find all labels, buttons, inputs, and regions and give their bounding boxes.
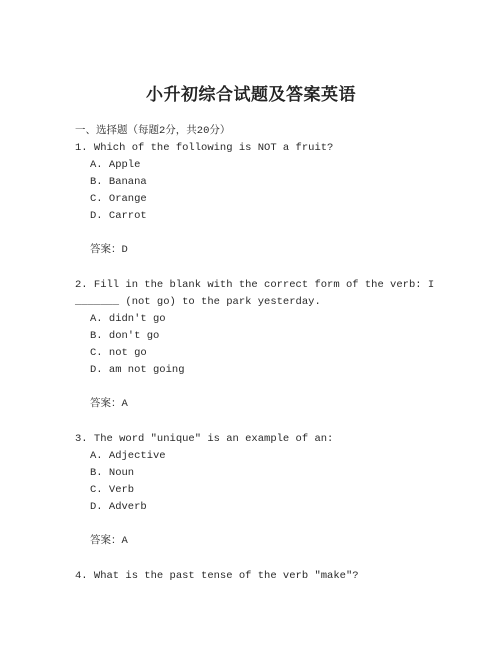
question-3-option-b: B. Noun [90, 467, 135, 479]
question-3-answer: 答案：A [90, 535, 128, 547]
question-1-option-d: D. Carrot [90, 210, 147, 222]
question-2-stem-line-2: _______ (not go) to the park yesterday. [75, 296, 321, 308]
question-1-option-c: C. Orange [90, 193, 147, 205]
question-1-option-a: A. Apple [90, 159, 141, 171]
document-title: 小升初综合试题及答案英语 [146, 85, 356, 105]
question-2-option-d: D. am not going [90, 364, 185, 376]
question-4-stem: 4. What is the past tense of the verb "make"? [75, 570, 359, 582]
question-3-option-d: D. Adverb [90, 501, 147, 513]
section-heading: 一、选择题（每题2分，共20分） [75, 125, 231, 137]
question-1-answer: 答案：D [90, 244, 128, 256]
question-1-option-b: B. Banana [90, 176, 147, 188]
question-2-option-c: C. not go [90, 347, 147, 359]
question-2-stem-line-1: 2. Fill in the blank with the correct form of the verb: I [75, 279, 435, 291]
question-3-option-a: A. Adjective [90, 450, 166, 462]
question-2-option-b: B. don't go [90, 330, 160, 342]
question-2-answer: 答案：A [90, 398, 128, 410]
question-3-stem: 3. The word "unique" is an example of an: [75, 433, 334, 445]
question-1-stem: 1. Which of the following is NOT a fruit? [75, 142, 334, 154]
question-3-option-c: C. Verb [90, 484, 135, 496]
question-2-option-a: A. didn't go [90, 313, 166, 325]
